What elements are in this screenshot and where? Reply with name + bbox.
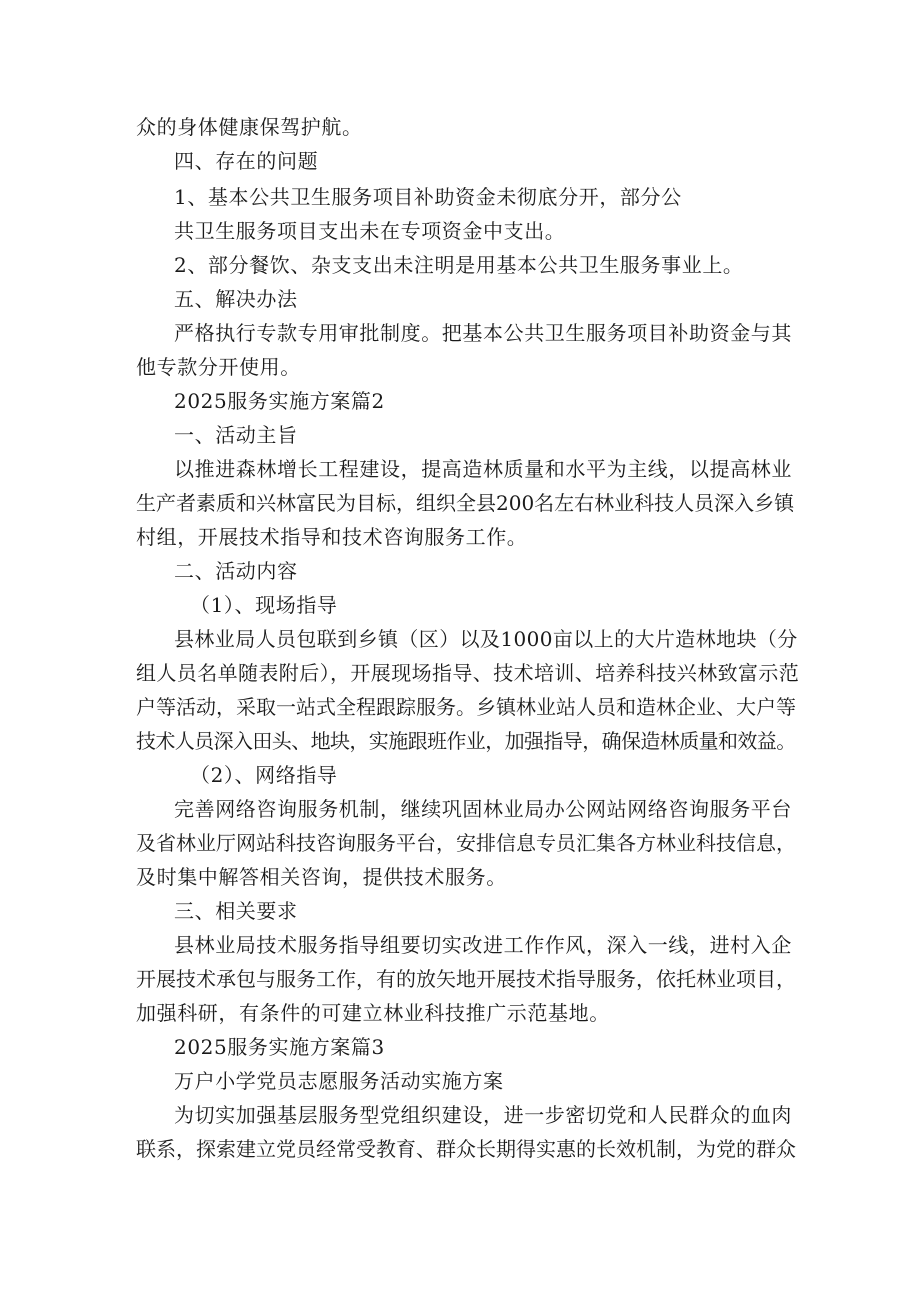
text-line: 1、基本公共卫生服务项目补助资金未彻底分开，部分公 [174, 185, 682, 209]
text-line: 户等活动，采取一站式全程跟踪服务。乡镇林业站人员和造林企业、大户等 [136, 695, 796, 719]
text-line: 加强科研，有条件的可建立林业科技推广示范基地。 [136, 1001, 610, 1025]
document-subtitle: 万户小学党员志愿服务活动实施方案 [174, 1069, 504, 1093]
text-line: 开展技术承包与服务工作，有的放矢地开展技术指导服务，依托林业项目， [136, 967, 796, 991]
section-heading: 四、存在的问题 [174, 149, 319, 173]
text-line: 完善网络咨询服务机制，继续巩固林业局办公网站网络咨询服务平台 [174, 797, 792, 821]
section-heading: 一、活动主旨 [174, 423, 298, 447]
text-line: 他专款分开使用。 [136, 355, 301, 379]
article-title: 2025服务实施方案篇2 [174, 389, 385, 413]
text-line: 组人员名单随表附后），开展现场指导、技术培训、培养科技兴林致富示范 [136, 661, 800, 685]
section-heading: 三、相关要求 [174, 899, 298, 923]
text-line: 以推进森林增长工程建设，提高造林质量和水平为主线，以提高林业 [174, 457, 792, 481]
text-line: 技术人员深入田头、地块，实施跟班作业，加强指导，确保造林质量和效益。 [136, 729, 796, 753]
text-line: 县林业局人员包联到乡镇（区）以及1000亩以上的大片造林地块（分 [174, 627, 798, 651]
section-heading: 五、解决办法 [174, 287, 298, 311]
text-line: 及省林业厅网站科技咨询服务平台，安排信息专员汇集各方林业科技信息， [136, 831, 796, 855]
text-line: 县林业局技术服务指导组要切实改进工作作风，深入一线，进村入企 [174, 933, 792, 957]
subsection-heading: （2）、网络指导 [190, 763, 338, 787]
text-line: 共卫生服务项目支出未在专项资金中支出。 [174, 219, 566, 243]
text-line: 联系，探索建立党员经常受教育、群众长期得实惠的长效机制，为党的群众 [136, 1137, 796, 1161]
text-line: 及时集中解答相关咨询，提供技术服务。 [136, 865, 507, 889]
text-line: 生产者素质和兴林富民为目标，组织全县200名左右林业科技人员深入乡镇 [136, 491, 795, 515]
article-title: 2025服务实施方案篇3 [174, 1035, 385, 1059]
text-line: 村组，开展技术指导和技术咨询服务工作。 [136, 525, 528, 549]
text-line: 众的身体健康保驾护航。 [136, 115, 363, 139]
text-line: 严格执行专款专用审批制度。把基本公共卫生服务项目补助资金与其 [174, 321, 792, 345]
text-line: 2、部分餐饮、杂支支出未注明是用基本公共卫生服务事业上。 [174, 253, 744, 277]
section-heading: 二、活动内容 [174, 559, 298, 583]
text-line: 为切实加强基层服务型党组织建设，进一步密切党和人民群众的血肉 [174, 1103, 792, 1127]
subsection-heading: （1）、现场指导 [190, 593, 338, 617]
